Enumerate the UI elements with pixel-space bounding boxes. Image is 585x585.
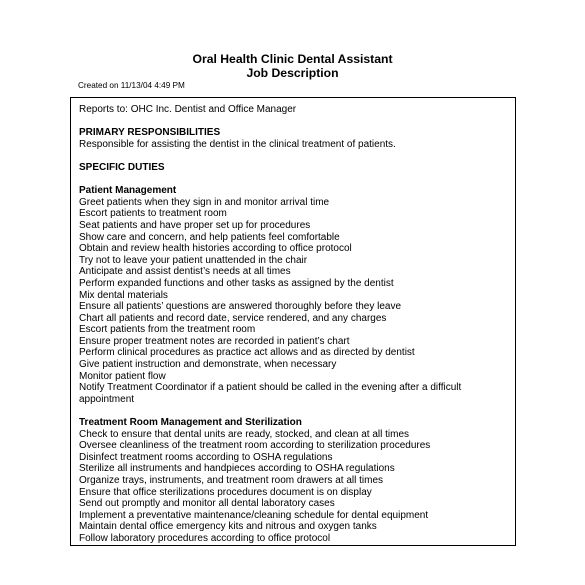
- reports-to: Reports to: OHC Inc. Dentist and Office Manager: [79, 104, 297, 115]
- spacer: [79, 116, 511, 128]
- treatment-room-item: Ensure that office sterilizations procedures document is on display: [79, 486, 372, 498]
- patient-management-item: Ensure proper treatment notes are recorded in patient’s chart: [79, 335, 350, 347]
- treatment-room-item: Organize trays, instruments, and treatment room drawers at all times: [79, 475, 384, 486]
- spacer: [79, 150, 511, 162]
- title-line-1: Oral Health Clinic Dental Assistant: [192, 52, 393, 66]
- document-title: [0, 52, 585, 80]
- patient-management-list: [79, 197, 511, 406]
- treatment-room-item: Check to ensure that dental units are ready, stocked, and clean at all times: [79, 428, 409, 440]
- patient-management-heading: Patient Management: [79, 185, 177, 197]
- patient-management-item: Greet patients when they sign in and monitor arrival time: [79, 196, 330, 208]
- patient-management-item: Mix dental materials: [79, 289, 168, 301]
- specific-heading: SPECIFIC DUTIES: [79, 161, 165, 173]
- treatment-room-item: Sterilize all instruments and handpieces according to OSHA regulations: [79, 463, 395, 475]
- primary-text: Responsible for assisting the dentist in the clinical treatment of patients.: [79, 138, 396, 150]
- patient-management-item: Monitor patient flow: [79, 370, 166, 382]
- treatment-room-item: Implement a preventative maintenance/cleaning schedule for dental equipment: [79, 509, 429, 521]
- primary-heading: PRIMARY RESPONSIBILITIES: [79, 127, 221, 139]
- patient-management-item: Give patient instruction and demonstrate, when necessary: [79, 359, 337, 371]
- treatment-room-heading: Treatment Room Management and Sterilization: [79, 417, 302, 429]
- patient-management-item: Anticipate and assist dentist’s needs at all times: [79, 266, 291, 278]
- patient-management-item: Perform expanded functions and other tasks as assigned by the dentist: [79, 277, 394, 289]
- treatment-room-list: [79, 429, 511, 545]
- patient-management-item: Seat patients and have proper set up for procedures: [79, 219, 311, 231]
- title-line-2: Job Description: [246, 66, 339, 80]
- created-timestamp: Created on 11/13/04 4:49 PM: [78, 81, 185, 90]
- patient-management-item: Show care and concern, and help patients feel comfortable: [79, 231, 340, 243]
- patient-management-item: Try not to leave your patient unattended in the chair: [79, 254, 308, 266]
- patient-management-item: Obtain and review health histories according to office protocol: [79, 243, 352, 255]
- treatment-room-item: Send out promptly and monitor all dental laboratory cases: [79, 498, 335, 510]
- patient-management-item: Notify Treatment Coordinator if a patient should be called in the evening after a difficult appointment: [79, 382, 462, 405]
- patient-management-item: Chart all patients and record date, service rendered, and any charges: [79, 312, 387, 324]
- spacer: [79, 405, 511, 417]
- patient-management-item: Perform clinical procedures as practice act allows and as directed by dentist: [79, 347, 415, 359]
- job-description-box: [70, 97, 516, 546]
- treatment-room-item: Disinfect treatment rooms according to OSHA regulations: [79, 451, 333, 463]
- patient-management-item: Escort patients to treatment room: [79, 208, 227, 220]
- treatment-room-item: Follow laboratory procedures according to office protocol: [79, 532, 331, 544]
- treatment-room-item: Oversee cleanliness of the treatment room according to sterilization procedures: [79, 440, 431, 452]
- treatment-room-item: Maintain dental office emergency kits and nitrous and oxygen tanks: [79, 521, 377, 533]
- patient-management-item: Ensure all patients’ questions are answered thoroughly before they leave: [79, 301, 402, 313]
- spacer: [79, 174, 511, 186]
- patient-management-item: Escort patients from the treatment room: [79, 324, 256, 336]
- job-description-content: [79, 104, 511, 545]
